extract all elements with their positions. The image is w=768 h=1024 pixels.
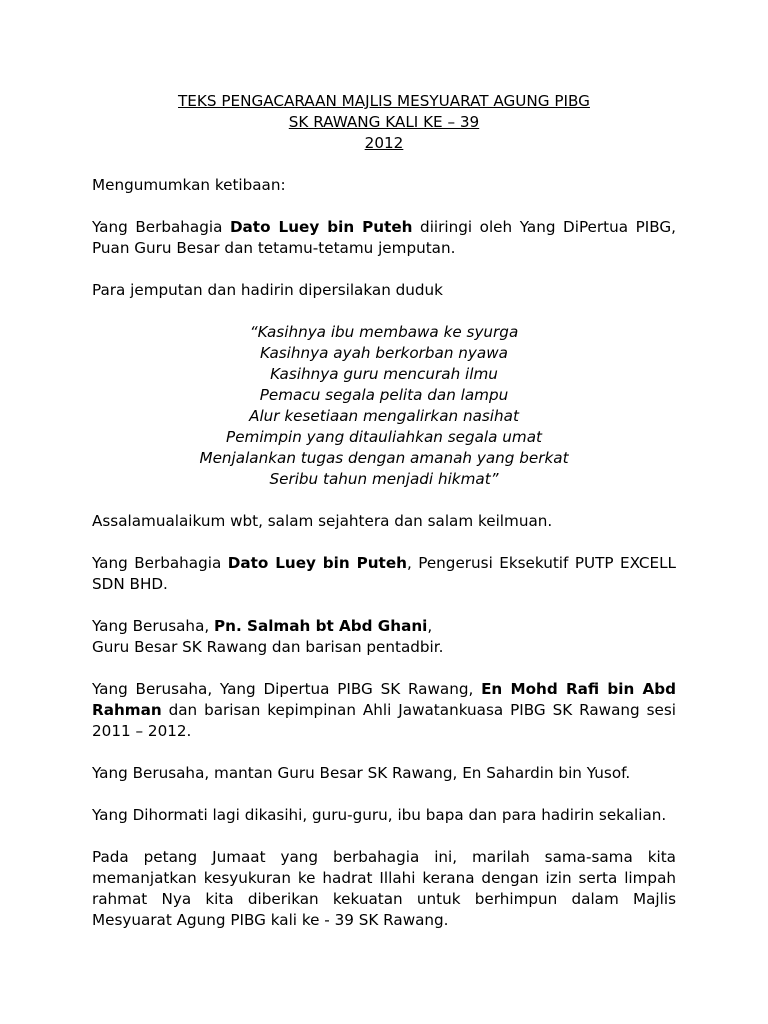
title-line-1: TEKS PENGACARAAN MAJLIS MESYUARAT AGUNG PIBG xyxy=(178,92,590,110)
yd-pre: Yang Berusaha, Yang Dipertua PIBG SK Rawang, xyxy=(92,680,482,698)
document-title xyxy=(92,91,676,154)
hormat-paragraph: Yang Dihormati lagi dikasihi, guru-guru, ibu bapa dan para hadirin sekalian. xyxy=(92,806,667,824)
poem-line: Pemacu segala pelita dan lampu xyxy=(259,386,509,404)
seated-text: Para jemputan dan hadirin dipersilakan duduk xyxy=(92,281,443,299)
title-line-3: 2012 xyxy=(364,134,404,152)
title-line-2: SK RAWANG KALI KE – 39 xyxy=(288,113,480,131)
gb-post: , xyxy=(427,617,433,635)
arrival-post: diiringi oleh Yang DiPertua PIBG, Puan Guru Besar dan tetamu-tetamu jemputan. xyxy=(92,218,676,257)
gb-line2: Guru Besar SK Rawang dan barisan pentadbir. xyxy=(92,638,444,656)
dato-post: , Pengerusi Eksekutif PUTP EXCELL SDN BHD. xyxy=(92,554,677,593)
yd-post: dan barisan kepimpinan Ahli Jawatankuasa PIBG SK Rawang sesi 2011 – 2012. xyxy=(92,701,676,740)
poem-line: Kasihnya guru mencurah ilmu xyxy=(270,365,498,383)
arrival-paragraph xyxy=(92,217,676,259)
yang-dipertua-paragraph xyxy=(92,679,676,742)
poem-line: Pemimpin yang ditauliahkan segala umat xyxy=(226,428,542,446)
arrival-pre: Yang Berbahagia xyxy=(92,218,230,236)
dato-paragraph xyxy=(92,553,676,595)
poem-line: Menjalankan tugas dengan amanah yang berkat xyxy=(199,449,569,467)
arrival-name: Dato Luey bin Puteh xyxy=(229,218,413,236)
mantan-paragraph: Yang Berusaha, mantan Guru Besar SK Rawang, En Sahardin bin Yusof. xyxy=(92,764,631,782)
dato-pre: Yang Berbahagia xyxy=(92,554,228,572)
dato-name: Dato Luey bin Puteh xyxy=(227,554,407,572)
poem-line: “Kasihnya ibu membawa ke syurga xyxy=(249,323,519,341)
gb-pre: Yang Berusaha, xyxy=(92,617,215,635)
poem xyxy=(92,322,676,490)
yd-name: En Mohd Rafi bin Abd Rahman xyxy=(92,680,676,719)
gb-name: Pn. Salmah bt Abd Ghani xyxy=(214,617,428,635)
announce-text: Mengumumkan ketibaan: xyxy=(92,176,286,194)
poem-line: Seribu tahun menjadi hikmat” xyxy=(269,470,499,488)
greeting-text: Assalamualaikum wbt, salam sejahtera dan salam keilmuan. xyxy=(92,512,553,530)
poem-line: Kasihnya ayah berkorban nyawa xyxy=(260,344,508,362)
poem-line: Alur kesetiaan mengalirkan nasihat xyxy=(249,407,519,425)
closing-paragraph: Pada petang Jumaat yang berbahagia ini, marilah sama-sama kita memanjatkan kesyukuran ke hadrat Illahi kerana dengan izin serta limpah rahmat Nya kita diberikan kekuatan untuk berhimpun dalam Majlis Mesyuarat Agung PIBG kali ke - 39 SK Rawang. xyxy=(92,848,676,929)
guru-besar-paragraph xyxy=(92,616,676,658)
